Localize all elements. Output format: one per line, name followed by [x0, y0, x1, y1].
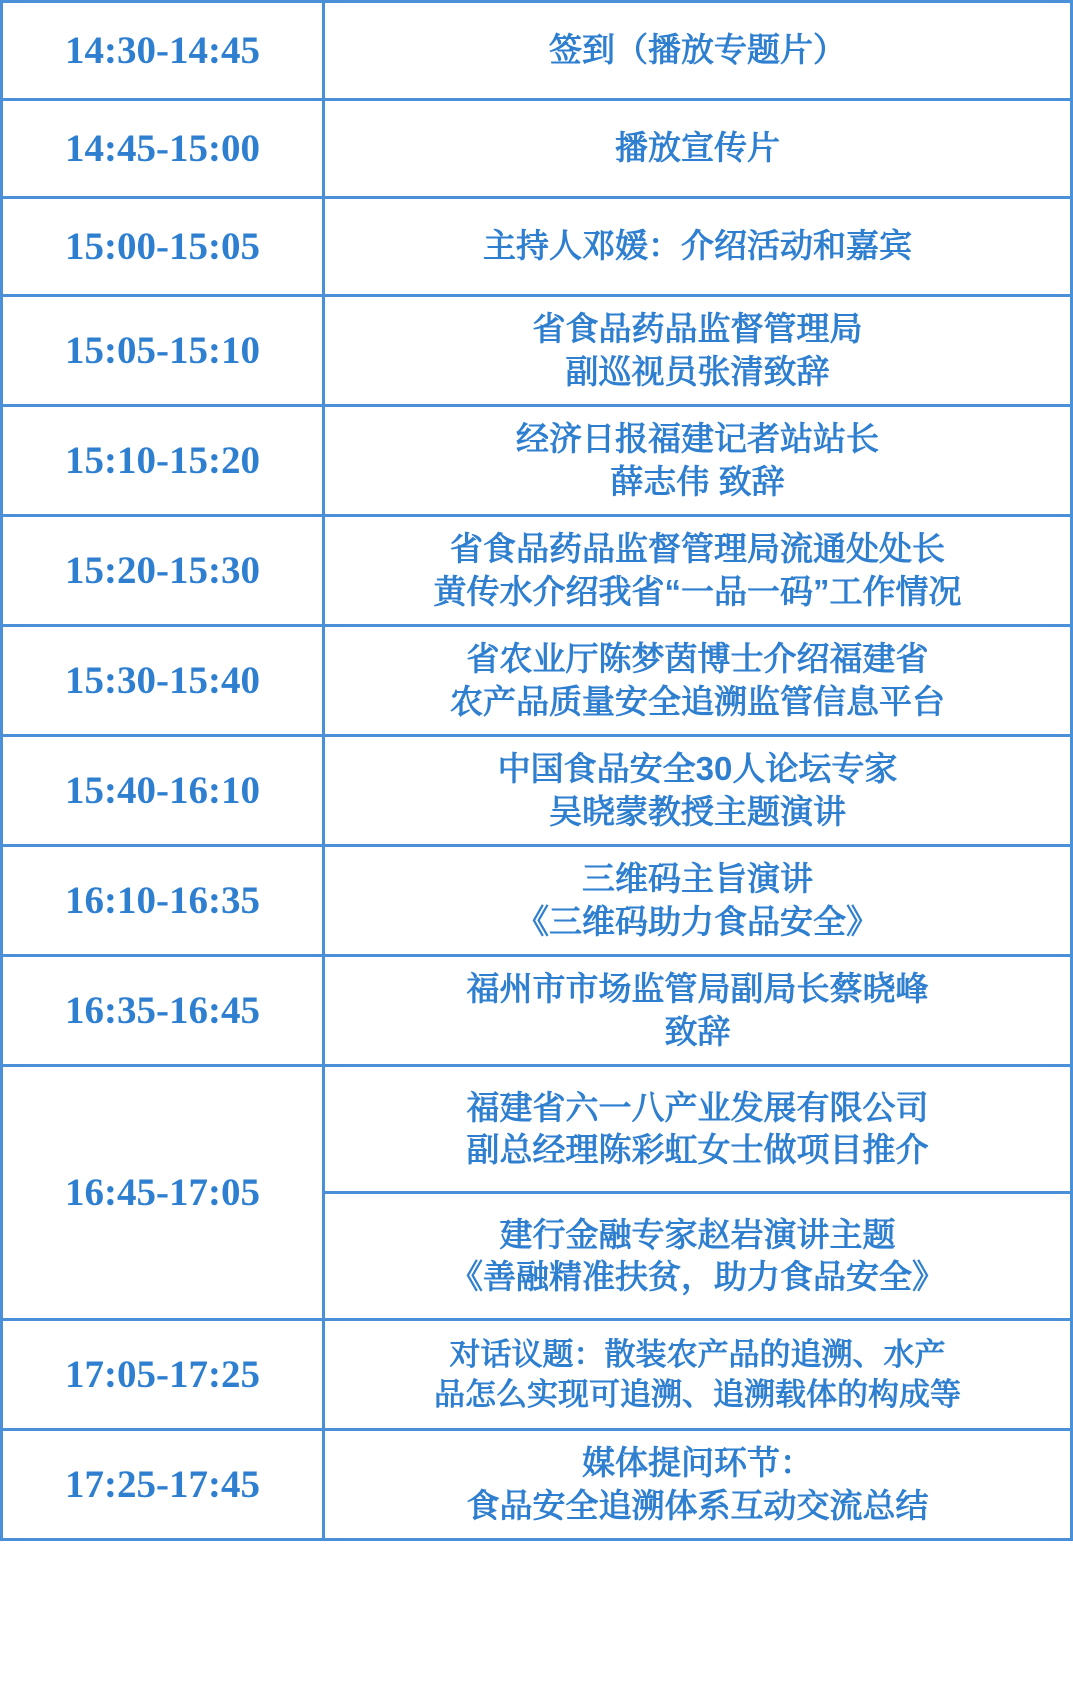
schedule-topic-cell — [324, 296, 1072, 406]
schedule-topic-line: 福建省六一八产业发展有限公司 — [466, 1088, 929, 1126]
schedule-row — [2, 846, 1072, 956]
schedule-topic-cell — [324, 406, 1072, 516]
schedule-topic-line: 农产品质量安全追溯监管信息平台 — [450, 682, 945, 720]
schedule-topic-line: 省食品药品监督管理局 — [532, 310, 863, 348]
schedule-topic-line: 省农业厅陈梦茵博士介绍福建省 — [466, 640, 929, 678]
schedule-topic-line: 黄传水介绍我省“一品一码”工作情况 — [433, 572, 962, 610]
schedule-topic-line: 签到（播放专题片） — [549, 31, 846, 69]
schedule-topic-cell — [324, 516, 1072, 626]
schedule-topic-line: 媒体提问环节： — [582, 1444, 813, 1482]
schedule-topic-cell — [324, 198, 1072, 296]
schedule-row — [2, 516, 1072, 626]
schedule-topic-line: 建行金融专家赵岩演讲主题 — [499, 1215, 896, 1253]
schedule-time-cell: 17:05-17:25 — [2, 1320, 324, 1430]
schedule-topic-line: 经济日报福建记者站站长 — [516, 420, 879, 458]
schedule-time-cell: 15:20-15:30 — [2, 516, 324, 626]
schedule-topic-line: 播放宣传片 — [615, 129, 780, 167]
schedule-time-cell: 15:40-16:10 — [2, 736, 324, 846]
schedule-topic-line: 致辞 — [664, 1012, 731, 1050]
schedule-row-merged-first — [2, 1066, 1072, 1193]
schedule-row — [2, 2, 1072, 100]
schedule-time-cell: 15:05-15:10 — [2, 296, 324, 406]
schedule-topic-line: 薛志伟 致辞 — [610, 462, 785, 500]
schedule-topic-line: 副总经理陈彩虹女士做项目推介 — [466, 1131, 929, 1168]
schedule-time-cell: 16:35-16:45 — [2, 956, 324, 1066]
schedule-topic-cell — [324, 1430, 1072, 1540]
schedule-row — [2, 1320, 1072, 1430]
schedule-row — [2, 198, 1072, 296]
schedule-topic-line: 副巡视员张清致辞 — [565, 352, 830, 390]
schedule-row — [2, 736, 1072, 846]
schedule-time-cell: 14:30-14:45 — [2, 2, 324, 100]
schedule-row — [2, 296, 1072, 406]
schedule-time-cell: 15:10-15:20 — [2, 406, 324, 516]
schedule-topic-cell — [324, 100, 1072, 198]
schedule-topic-line: 中国食品安全30人论坛专家 — [497, 750, 898, 788]
schedule-topic-cell — [324, 1193, 1072, 1320]
schedule-row — [2, 100, 1072, 198]
schedule-topic-cell — [324, 1320, 1072, 1430]
schedule-row — [2, 1430, 1072, 1540]
schedule-topic-cell — [324, 956, 1072, 1066]
schedule-topic-cell — [324, 2, 1072, 100]
schedule-table-body — [2, 2, 1072, 1540]
schedule-time-cell: 15:30-15:40 — [2, 626, 324, 736]
schedule-row — [2, 956, 1072, 1066]
schedule-topic-line: 主持人邓媛：介绍活动和嘉宾 — [483, 227, 912, 265]
schedule-time-cell: 16:10-16:35 — [2, 846, 324, 956]
schedule-time-cell: 17:25-17:45 — [2, 1430, 324, 1540]
schedule-topic-line: 吴晓蒙教授主题演讲 — [549, 792, 846, 830]
schedule-topic-line: 对话议题：散装农产品的追溯、水产 — [449, 1336, 946, 1372]
schedule-time-cell: 16:45-17:05 — [2, 1066, 324, 1320]
schedule-topic-line: 品怎么实现可追溯、追溯载体的构成等 — [434, 1376, 961, 1412]
schedule-topic-line: 《善融精准扶贫，助力食品安全》 — [450, 1258, 945, 1295]
schedule-row — [2, 406, 1072, 516]
schedule-topic-cell — [324, 736, 1072, 846]
schedule-topic-line: 食品安全追溯体系互动交流总结 — [466, 1486, 929, 1524]
schedule-row — [2, 626, 1072, 736]
schedule-topic-cell — [324, 846, 1072, 956]
schedule-time-cell: 15:00-15:05 — [2, 198, 324, 296]
schedule-topic-line: 三维码主旨演讲 — [582, 860, 813, 898]
schedule-topic-cell — [324, 626, 1072, 736]
schedule-time-cell: 14:45-15:00 — [2, 100, 324, 198]
schedule-topic-line: 省食品药品监督管理局流通处处长 — [450, 530, 945, 568]
schedule-topic-cell — [324, 1066, 1072, 1193]
schedule-topic-line: 福州市市场监管局副局长蔡晓峰 — [466, 970, 929, 1008]
schedule-topic-line: 《三维码助力食品安全》 — [516, 902, 879, 940]
